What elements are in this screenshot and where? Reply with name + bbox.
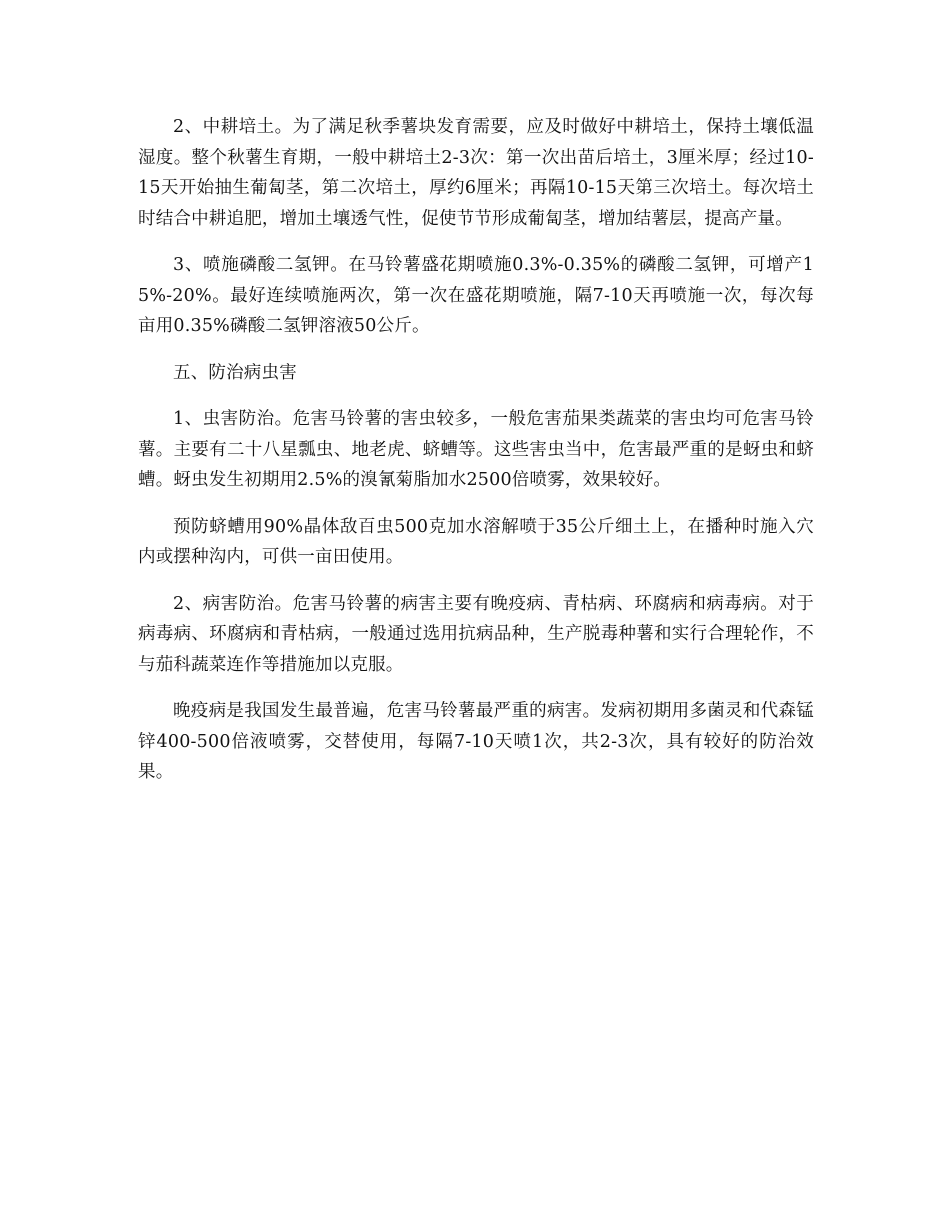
- document-body: [138, 112, 814, 804]
- paragraph-grub-prevention: 预防蛴螬用90%晶体敌百虫500克加水溶解喷于35公斤细土上，在播种时施入穴内或摆种沟内，可供一亩田使用。: [138, 516, 814, 567]
- paragraph-potassium-phosphate: 3、喷施磷酸二氢钾。在马铃薯盛花期喷施0.3%-0.35%的磷酸二氢钾，可增产15%-20%。最好连续喷施两次，第一次在盛花期喷施，隔7-10天再喷施一次，每次每亩用0.35%磷酸二氢钾溶液50公斤。: [138, 255, 814, 336]
- paragraph-intertillage: 2、中耕培土。为了满足秋季薯块发育需要，应及时做好中耕培土，保持土壤低温湿度。整个秋薯生育期，一般中耕培土2-3次：第一次出苗后培土，3厘米厚；经过10-15天开始抽生葡匐茎，第二次培土，厚约6厘米；再隔10-15天第三次培土。每次培土时结合中耕追肥，增加土壤透气性，促使节节形成葡匐茎，增加结薯层，提高产量。: [138, 117, 814, 229]
- paragraph-disease-control: 2、病害防治。危害马铃薯的病害主要有晚疫病、青枯病、环腐病和病毒病。对于病毒病、环腐病和青枯病，一般通过选用抗病品种，生产脱毒种薯和实行合理轮作，不与茄科蔬菜连作等措施加以克服。: [138, 593, 814, 675]
- section-heading-pest-control: 五、防治病虫害: [173, 362, 297, 383]
- paragraph-insect-control: 1、虫害防治。危害马铃薯的害虫较多，一般危害茄果类蔬菜的害虫均可危害马铃薯。主要有二十八星瓢虫、地老虎、蛴螬等。这些害虫当中，危害最严重的是蚜虫和蛴螬。蚜虫发生初期用2.5%的溴氰菊脂加水2500倍喷雾，效果较好。: [138, 409, 814, 490]
- paragraph-late-blight: 晚疫病是我国发生最普遍，危害马铃薯最严重的病害。发病初期用多菌灵和代森锰锌400-500倍液喷雾，交替使用，每隔7-10天喷1次，共2-3次，具有较好的防治效果。: [138, 701, 814, 782]
